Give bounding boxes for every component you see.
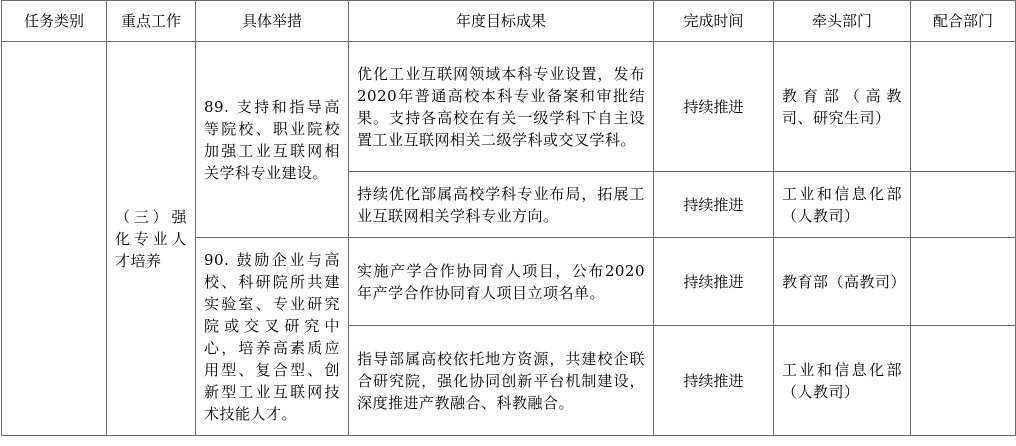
header-completion-time: 完成时间 — [654, 1, 774, 42]
completion-time-cell: 持续推进 — [654, 172, 774, 238]
lead-department-cell: 教育部（高教司） — [774, 238, 911, 326]
goal-cell: 优化工业互联网领域本科专业设置，发布2020年普通高校本科专业备案和审批结果。支持各高校在有关一级学科下自主设置工业互联网相关二级学科或交叉学科。 — [349, 42, 654, 172]
header-row — [2, 1, 1016, 42]
key-task-cell: （三）强化专业人才培养 — [107, 42, 196, 436]
completion-time-cell: 持续推进 — [654, 42, 774, 172]
task-category-cell — [2, 42, 107, 436]
support-department-cell — [911, 42, 1016, 172]
table-row — [2, 42, 1016, 172]
header-support-department: 配合部门 — [911, 1, 1016, 42]
goal-cell: 实施产学合作协同育人项目，公布2020年产学合作协同育人项目立项名单。 — [349, 238, 654, 326]
goal-cell: 持续优化部属高校学科专业布局，拓展工业互联网相关学科专业方向。 — [349, 172, 654, 238]
completion-time-cell: 持续推进 — [654, 326, 774, 436]
support-department-cell — [911, 238, 1016, 326]
header-measure: 具体举措 — [196, 1, 349, 42]
lead-department-cell: 教育部（高教司、研究生司） — [774, 42, 911, 172]
header-annual-goal: 年度目标成果 — [349, 1, 654, 42]
measure-cell: 90. 鼓励企业与高校、科研院所共建实验室、专业研究院或交叉研究中心，培养高素质应用型、复合型、创新型工业互联网技术技能人才。 — [196, 238, 349, 436]
header-task-category: 任务类别 — [2, 1, 107, 42]
completion-time-cell: 持续推进 — [654, 238, 774, 326]
header-key-task: 重点工作 — [107, 1, 196, 42]
support-department-cell — [911, 326, 1016, 436]
lead-department-cell: 工业和信息化部（人教司） — [774, 326, 911, 436]
measure-cell: 89. 支持和指导高等院校、职业院校加强工业互联网相关学科专业建设。 — [196, 42, 349, 238]
measures-table — [1, 0, 1016, 436]
goal-cell: 指导部属高校依托地方资源，共建校企联合研究院，强化协同创新平台机制建设，深度推进产教融合、科教融合。 — [349, 326, 654, 436]
support-department-cell — [911, 172, 1016, 238]
header-lead-department: 牵头部门 — [774, 1, 911, 42]
lead-department-cell: 工业和信息化部（人教司） — [774, 172, 911, 238]
